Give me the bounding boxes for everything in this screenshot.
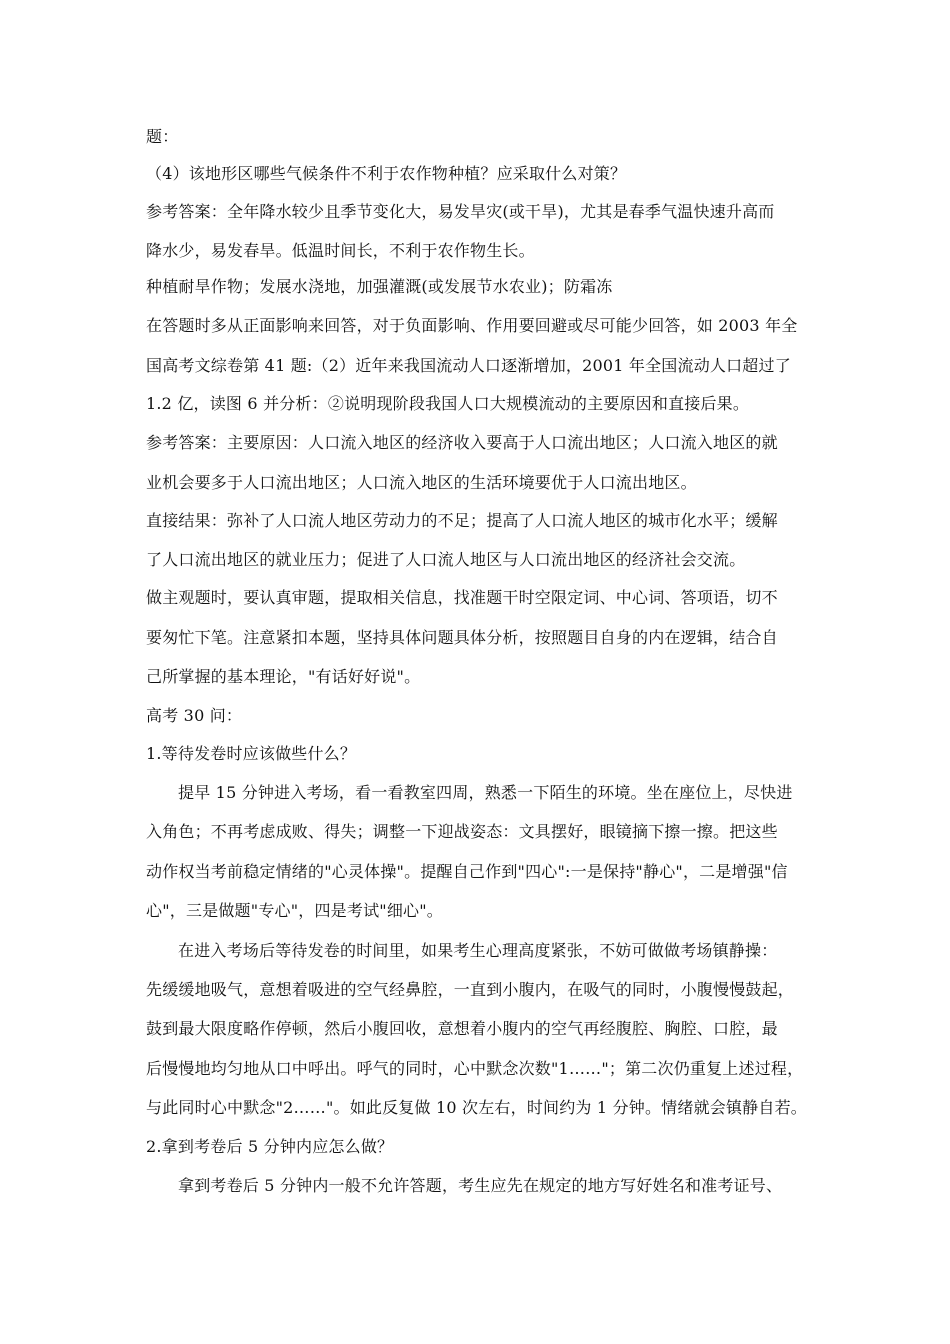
text-line: 在答题时多从正面影响来回答，对于负面影响、作用要回避或尽可能少回答，如 2003 年全 <box>146 316 798 335</box>
text-line: 心"，三是做题"专心"，四是考试"细心"。 <box>146 901 443 920</box>
text-line: 与此同时心中默念"2……"。如此反复做 10 次左右，时间约为 1 分钟。情绪就会镇静自若。 <box>146 1098 807 1117</box>
text-line: 国高考文综卷第 41 题:（2）近年来我国流动人口逐渐增加，2001 年全国流动人口超过了 <box>146 356 791 375</box>
text-line: 1.2 亿，读图 6 并分析：②说明现阶段我国人口大规模流动的主要原因和直接后果。 <box>146 394 750 413</box>
text-line: 直接结果：弥补了人口流人地区劳动力的不足；提高了人口流人地区的城市化水平；缓解 <box>146 511 778 530</box>
text-line: 入角色；不再考虑成败、得失；调整一下迎战姿态：文具摆好，眼镜摘下擦一擦。把这些 <box>146 822 778 841</box>
question-heading: 2.拿到考卷后 5 分钟内应怎么做？ <box>146 1137 394 1156</box>
text-line: 降水少，易发春旱。低温时间长，不利于农作物生长。 <box>146 241 535 260</box>
text-line: （4）该地形区哪些气候条件不利于农作物种植？应采取什么对策？ <box>146 164 627 183</box>
text-line: 先缓缓地吸气，意想着吸进的空气经鼻腔，一直到小腹内，在吸气的同时，小腹慢慢鼓起， <box>146 980 795 999</box>
text-line: 后慢慢地均匀地从口中呼出。呼气的同时，心中默念次数"1……"；第二次仍重复上述过程， <box>146 1059 804 1078</box>
text-line: 己所掌握的基本理论，"有话好好说"。 <box>146 667 421 686</box>
text-line: 参考答案：主要原因：人口流入地区的经济收入要高于人口流出地区；人口流入地区的就 <box>146 433 778 452</box>
text-line: 参考答案：全年降水较少且季节变化大，易发旱灾(或干旱)，尤其是春季气温快速升高而 <box>146 202 775 221</box>
text-line: 要匆忙下笔。注意紧扣本题，坚持具体问题具体分析，按照题目自身的内在逻辑，结合自 <box>146 628 778 647</box>
text-line: 做主观题时，要认真审题，提取相关信息，找准题干时空限定词、中心词、答项语，切不 <box>146 588 778 607</box>
text-line: 鼓到最大限度略作停顿，然后小腹回收，意想着小腹内的空气再经腹腔、胸腔、口腔，最 <box>146 1019 778 1038</box>
text-line: 提早 15 分钟进入考场，看一看教室四周，熟悉一下陌生的环境。坐在座位上，尽快进 <box>178 783 793 802</box>
text-line: 在进入考场后等待发卷的时间里，如果考生心理高度紧张，不妨可做做考场镇静操： <box>178 941 778 960</box>
text-line: 拿到考卷后 5 分钟内一般不允许答题，考生应先在规定的地方写好姓名和准考证号、 <box>178 1176 783 1195</box>
question-heading: 1.等待发卷时应该做些什么？ <box>146 744 357 763</box>
text-line: 业机会要多于人口流出地区；人口流入地区的生活环境要优于人口流出地区。 <box>146 473 697 492</box>
section-heading: 高考 30 问： <box>146 706 243 725</box>
text-line: 题： <box>146 127 179 146</box>
text-line: 种植耐旱作物；发展水浇地，加强灌溉(或发展节水农业)；防霜冻 <box>146 277 613 296</box>
text-line: 动作权当考前稳定情绪的"心灵体操"。提醒自己作到"四心":一是保持"静心"，二是增强"信 <box>146 862 788 881</box>
text-line: 了人口流出地区的就业压力；促进了人口流人地区与人口流出地区的经济社会交流。 <box>146 550 746 569</box>
